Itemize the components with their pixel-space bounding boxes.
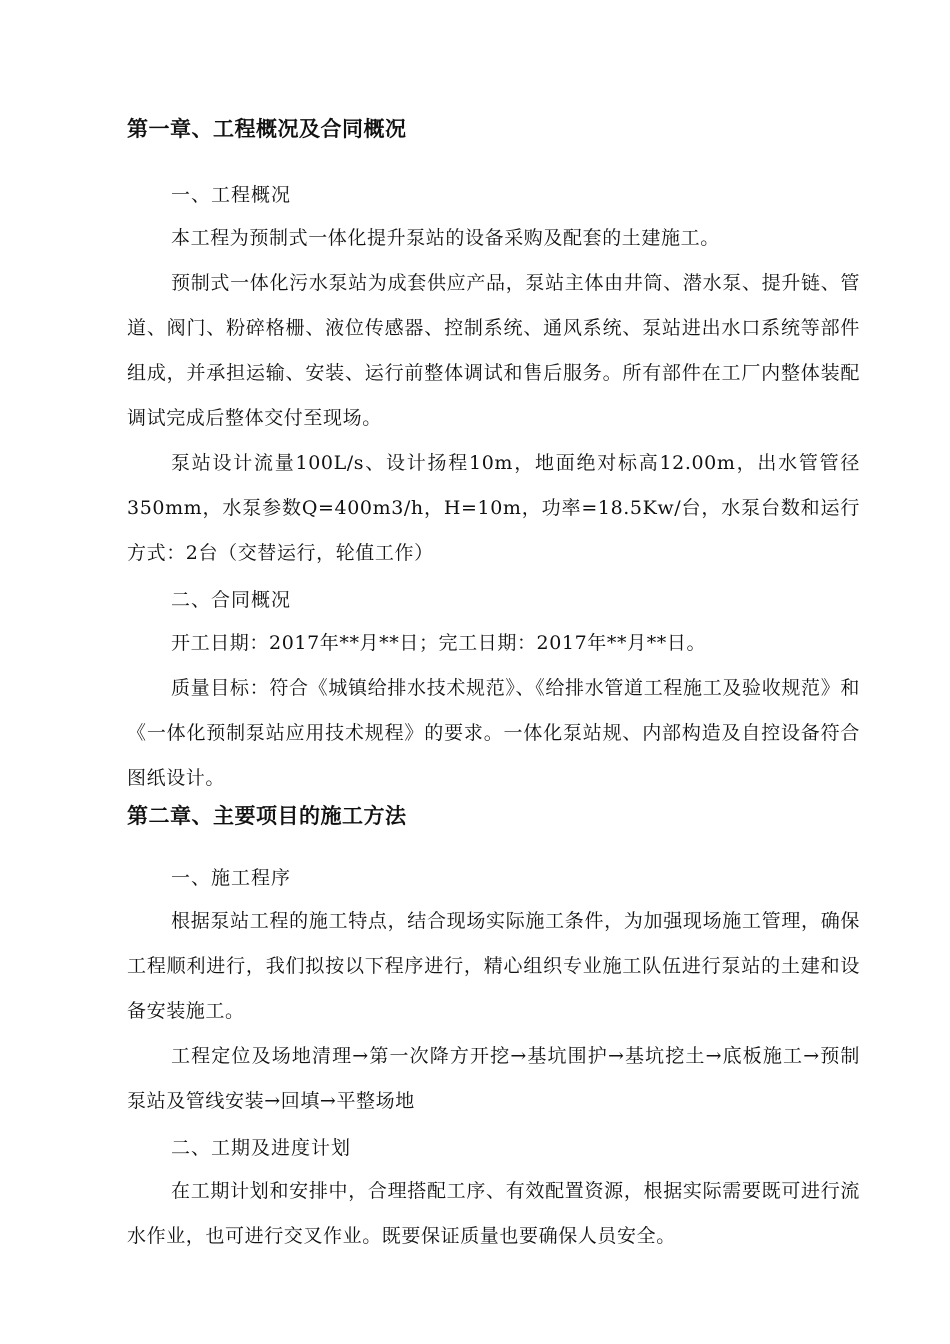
paragraph-schedule-dates: 开工日期：2017年**月**日；完工日期：2017年**月**日。	[171, 632, 707, 654]
section-project-overview-heading: 一、工程概况	[171, 184, 292, 206]
paragraph-pump-station-components: 预制式一体化污水泵站为成套供应产品，泵站主体由井筒、潜水泵、提升链、管道、阀门、粉碎格栅、液位传感器、控制系统、通风系统、泵站进出水口系统等部件组成，并承担运输、安装、运行前整体调试和售后服务。所有部件在工厂内整体装配调试完成后整体交付至现场。	[127, 272, 860, 429]
paragraph-project-scope: 本工程为预制式一体化提升泵站的设备采购及配套的土建施工。	[171, 227, 720, 249]
paragraph-construction-sequence: 工程定位及场地清理→第一次降方开挖→基坑围护→基坑挖土→底板施工→预制泵站及管线安装→回填→平整场地	[127, 1045, 860, 1112]
document-page	[127, 108, 860, 1259]
chapter-2-title: 第二章、主要项目的施工方法	[127, 804, 407, 828]
section-schedule-plan-heading: 二、工期及进度计划	[171, 1137, 352, 1159]
section-construction-procedure-heading: 一、施工程序	[171, 867, 292, 889]
paragraph-design-parameters: 泵站设计流量100L/s、设计扬程10m，地面绝对标高12.00m，出水管管径350mm，水泵参数Q=400m3/h，H=10m，功率=18.5Kw/台，水泵台数和运行方式：2台（交替运行，轮值工作）	[127, 452, 860, 564]
chapter-1-title: 第一章、工程概况及合同概况	[127, 117, 407, 141]
paragraph-schedule-plan: 在工期计划和安排中，合理搭配工序、有效配置资源，根据实际需要既可进行流水作业，也可进行交叉作业。既要保证质量也要确保人员安全。	[127, 1180, 860, 1247]
paragraph-quality-target: 质量目标：符合《城镇给排水技术规范》、《给排水管道工程施工及验收规范》和《一体化预制泵站应用技术规程》的要求。一体化泵站规、内部构造及自控设备符合图纸设计。	[127, 677, 860, 789]
paragraph-construction-approach: 根据泵站工程的施工特点，结合现场实际施工条件，为加强现场施工管理，确保工程顺利进行，我们拟按以下程序进行，精心组织专业施工队伍进行泵站的土建和设备安装施工。	[127, 910, 860, 1022]
section-contract-overview-heading: 二、合同概况	[171, 589, 292, 611]
